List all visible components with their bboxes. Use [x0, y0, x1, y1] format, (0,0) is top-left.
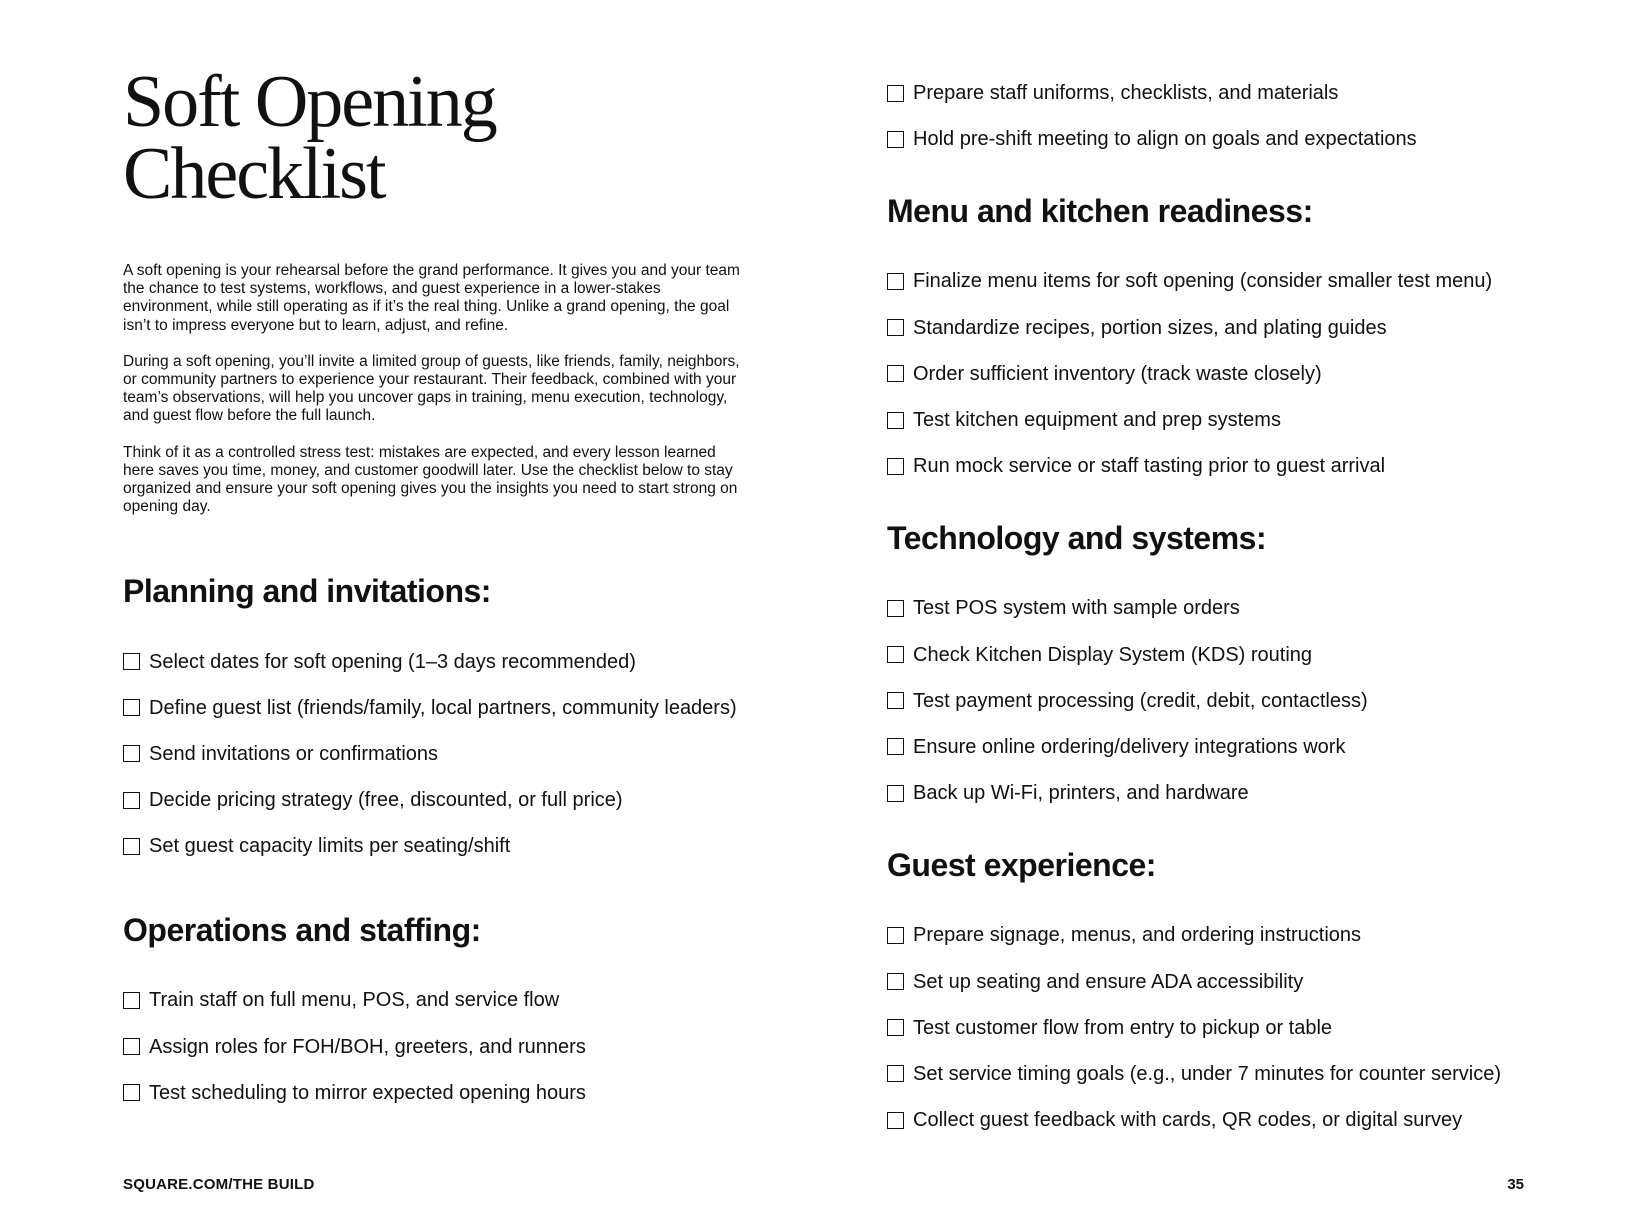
checkbox[interactable] — [123, 745, 140, 762]
checklist-item-label: Select dates for soft opening (1–3 days recommended) — [149, 650, 636, 673]
checkbox[interactable] — [123, 792, 140, 809]
checkbox[interactable] — [123, 1038, 140, 1055]
checklist-item — [887, 1097, 1527, 1143]
checkbox[interactable] — [887, 273, 904, 290]
checklist-item-label: Prepare staff uniforms, checklists, and materials — [913, 82, 1339, 105]
checklist-item — [887, 958, 1527, 1004]
operations-checklist-part-2 — [887, 70, 1527, 162]
left-column — [123, 61, 763, 1116]
checklist-item-label: Set guest capacity limits per seating/shift — [149, 835, 511, 858]
checklist-item — [887, 770, 1527, 816]
checkbox[interactable] — [887, 1019, 904, 1036]
checklist-item — [887, 1051, 1527, 1097]
checklist-item-label: Prepare signage, menus, and ordering instructions — [913, 924, 1362, 947]
checklist-item — [887, 678, 1527, 724]
checkbox[interactable] — [887, 365, 904, 382]
checklist-item-label: Set up seating and ensure ADA accessibility — [913, 970, 1304, 993]
checkbox[interactable] — [123, 992, 140, 1009]
checklist-item — [887, 632, 1527, 678]
checklist-item-label: Order sufficient inventory (track waste closely) — [913, 362, 1322, 385]
checklist-item-label: Define guest list (friends/family, local partners, community leaders) — [149, 696, 737, 719]
checklist-item-label: Ensure online ordering/delivery integrations work — [913, 735, 1346, 758]
menu-heading: Menu and kitchen readiness: — [887, 193, 1313, 230]
checklist-item-label: Set service timing goals (e.g., under 7 minutes for counter service) — [913, 1062, 1502, 1085]
menu-checklist — [887, 258, 1527, 489]
checklist-item — [123, 977, 763, 1023]
checklist-item — [887, 397, 1527, 443]
intro-paragraph-3: Think of it as a controlled stress test: mistakes are expected, and every lesson learned here saves you time, money, and customer goodwill later. Use the checklist below to stay organized and ensure your soft opening gives you the insights you need to start strong on opening day. — [123, 443, 738, 516]
checklist-item — [887, 258, 1527, 304]
title-line-1: Soft Opening — [123, 61, 496, 143]
planning-heading: Planning and invitations: — [123, 573, 491, 610]
checklist-item-label: Test payment processing (credit, debit, contactless) — [913, 689, 1368, 712]
checklist-item-label: Decide pricing strategy (free, discounted, or full price) — [149, 789, 623, 812]
checkbox[interactable] — [123, 699, 140, 716]
checklist-item-label: Assign roles for FOH/BOH, greeters, and runners — [149, 1035, 586, 1058]
checklist-item — [123, 823, 763, 869]
checklist-item — [887, 724, 1527, 770]
checkbox[interactable] — [887, 973, 904, 990]
checklist-item — [887, 70, 1527, 116]
operations-heading: Operations and staffing: — [123, 912, 481, 949]
checklist-item — [887, 443, 1527, 489]
checklist-item-label: Finalize menu items for soft opening (consider smaller test menu) — [913, 270, 1493, 293]
checklist-item — [123, 777, 763, 823]
checkbox[interactable] — [123, 838, 140, 855]
checklist-item-label: Test customer flow from entry to pickup or table — [913, 1016, 1333, 1039]
page-title — [123, 61, 623, 215]
intro-paragraph-2: During a soft opening, you’ll invite a limited group of guests, like friends, family, neighbors, or community partners to experience your restaurant. Their feedback, combined with your team’s observations, will help you uncover gaps in training, menu execution, technology, and guest flow before the full launch. — [123, 352, 740, 425]
checklist-item-label: Test scheduling to mirror expected opening hours — [149, 1081, 586, 1104]
checklist-item — [123, 731, 763, 777]
checkbox[interactable] — [123, 1084, 140, 1101]
checklist-item-label: Test POS system with sample orders — [913, 597, 1240, 620]
intro-text — [123, 262, 743, 516]
checkbox[interactable] — [887, 738, 904, 755]
footer-site-link[interactable]: SQUARE.COM/THE BUILD — [123, 1176, 315, 1193]
checkbox[interactable] — [887, 1065, 904, 1082]
checklist-item — [887, 912, 1527, 958]
checklist-item-label: Standardize recipes, portion sizes, and plating guides — [913, 316, 1387, 339]
operations-checklist-part-1 — [123, 977, 763, 1116]
checklist-item-label: Back up Wi-Fi, printers, and hardware — [913, 782, 1249, 805]
checkbox[interactable] — [123, 653, 140, 670]
checklist-item — [887, 116, 1527, 162]
checkbox[interactable] — [887, 412, 904, 429]
checklist-item-label: Test kitchen equipment and prep systems — [913, 409, 1281, 432]
checklist-item — [123, 638, 763, 684]
checklist-item-label: Send invitations or confirmations — [149, 742, 439, 765]
checkbox[interactable] — [887, 600, 904, 617]
technology-checklist — [887, 585, 1527, 816]
checkbox[interactable] — [887, 785, 904, 802]
checklist-item — [123, 685, 763, 731]
checklist-item — [887, 585, 1527, 631]
planning-checklist — [123, 638, 763, 869]
guest-heading: Guest experience: — [887, 847, 1156, 884]
checkbox[interactable] — [887, 131, 904, 148]
checkbox[interactable] — [887, 646, 904, 663]
checkbox[interactable] — [887, 692, 904, 709]
checklist-item — [123, 1024, 763, 1070]
guest-checklist — [887, 912, 1527, 1143]
intro-paragraph-1: A soft opening is your rehearsal before the grand performance. It gives you and your team the chance to test systems, workflows, and guest experience in a lower-stakes environment, while still operating as if it’s the real thing. Unlike a grand opening, the goal isn’t to impress everyone but to learn, adjust, and refine. — [123, 262, 740, 334]
checklist-item-label: Train staff on full menu, POS, and service flow — [149, 989, 560, 1012]
checklist-item — [887, 351, 1527, 397]
checklist-item-label: Hold pre-shift meeting to align on goals and expectations — [913, 128, 1417, 151]
checklist-item-label: Check Kitchen Display System (KDS) routing — [913, 643, 1313, 666]
checklist-item — [887, 1005, 1527, 1051]
checkbox[interactable] — [887, 1112, 904, 1129]
checkbox[interactable] — [887, 458, 904, 475]
checklist-item — [887, 305, 1527, 351]
checklist-item-label: Collect guest feedback with cards, QR codes, or digital survey — [913, 1109, 1463, 1132]
checkbox[interactable] — [887, 319, 904, 336]
checkbox[interactable] — [887, 927, 904, 944]
checklist-item-label: Run mock service or staff tasting prior to guest arrival — [913, 455, 1386, 478]
checklist-item — [123, 1070, 763, 1116]
page-number: 35 — [1507, 1176, 1524, 1193]
right-column — [887, 70, 1527, 1143]
checkbox[interactable] — [887, 85, 904, 102]
title-line-2: Checklist — [123, 133, 385, 215]
technology-heading: Technology and systems: — [887, 520, 1267, 557]
